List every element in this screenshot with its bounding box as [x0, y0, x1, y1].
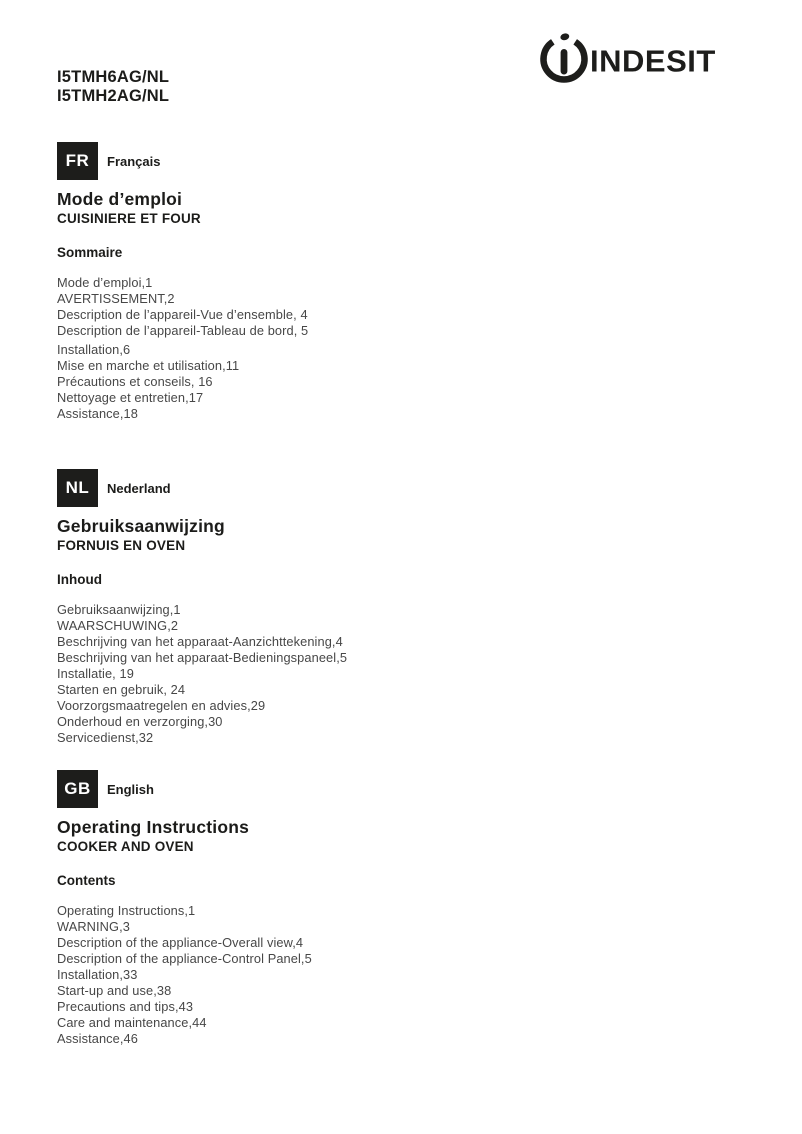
toc-item: Précautions et conseils, 16 — [57, 374, 213, 389]
language-row-nl — [57, 469, 677, 507]
toc-item: Assistance,18 — [57, 406, 138, 421]
contents-column — [57, 142, 677, 1047]
toc-item: Description of the appliance-Overall view,4 — [57, 935, 304, 950]
language-label-gb: English — [107, 781, 154, 797]
model-number: I5TMH2AG/NL — [57, 87, 170, 105]
toc-item: Onderhoud en verzorging,30 — [57, 714, 223, 729]
model-numbers — [57, 68, 169, 106]
toc-item: Description of the appliance-Control Panel,5 — [57, 951, 312, 966]
toc-item: Description de l’appareil-Vue d’ensemble, 4 — [57, 307, 308, 322]
toc-item: Start-up and use,38 — [57, 983, 172, 998]
language-badge-gb: GB — [57, 770, 98, 808]
section-title-nl: Gebruiksaanwijzing — [57, 516, 225, 536]
toc-item: Beschrijving van het apparaat-Bedieningspaneel,5 — [57, 650, 348, 665]
toc-item: Assistance,46 — [57, 1031, 138, 1046]
toc-item: Starten en gebruik, 24 — [57, 682, 186, 697]
section-english — [57, 770, 677, 1047]
toc-item: Installatie, 19 — [57, 666, 134, 681]
toc-item: Nettoyage et entretien,17 — [57, 390, 204, 405]
toc-item: Gebruiksaanwijzing,1 — [57, 602, 181, 617]
section-francais — [57, 142, 677, 422]
indesit-logo-graphic — [538, 30, 734, 86]
toc-item: Care and maintenance,44 — [57, 1015, 207, 1030]
section-subtitle-fr: CUISINIERE ET FOUR — [57, 211, 201, 226]
language-label-fr: Français — [107, 153, 161, 169]
toc-item: Mise en marche et utilisation,11 — [57, 358, 240, 373]
section-subtitle-nl: FORNUIS EN OVEN — [57, 538, 186, 553]
toc-item: Installation,6 — [57, 342, 131, 357]
toc-item: Operating Instructions,1 — [57, 903, 196, 918]
contents-heading-fr: Sommaire — [57, 245, 123, 260]
language-row-gb — [57, 770, 677, 808]
toc-list-nl — [57, 602, 677, 746]
section-subtitle-gb: COOKER AND OVEN — [57, 839, 194, 854]
language-label-nl: Nederland — [107, 480, 171, 496]
toc-item: Precautions and tips,43 — [57, 999, 194, 1014]
indesit-i-circle-icon — [544, 32, 585, 79]
toc-list-gb — [57, 903, 677, 1047]
indesit-wordmark: INDESIT — [590, 43, 716, 79]
contents-heading-gb: Contents — [57, 873, 116, 888]
toc-item: Servicedienst,32 — [57, 730, 154, 745]
language-row-fr — [57, 142, 677, 180]
toc-item: Voorzorgsmaatregelen en advies,29 — [57, 698, 266, 713]
contents-heading-nl: Inhoud — [57, 572, 102, 587]
toc-item: AVERTISSEMENT,2 — [57, 291, 175, 306]
toc-item: Beschrijving van het apparaat-Aanzichttekening,4 — [57, 634, 343, 649]
section-title-gb: Operating Instructions — [57, 817, 250, 837]
toc-item: Description de l’appareil-Tableau de bord, 5 — [57, 323, 309, 338]
toc-list-fr — [57, 275, 677, 422]
indesit-logo — [538, 30, 734, 86]
toc-item: Installation,33 — [57, 967, 138, 982]
toc-item: WARNING,3 — [57, 919, 130, 934]
section-title-fr: Mode d’emploi — [57, 189, 183, 209]
section-nederland — [57, 469, 677, 746]
language-badge-fr: FR — [57, 142, 98, 180]
toc-item: WAARSCHUWING,2 — [57, 618, 179, 633]
language-badge-nl: NL — [57, 469, 98, 507]
toc-item: Mode d’emploi,1 — [57, 275, 153, 290]
model-number: I5TMH6AG/NL — [57, 68, 170, 86]
